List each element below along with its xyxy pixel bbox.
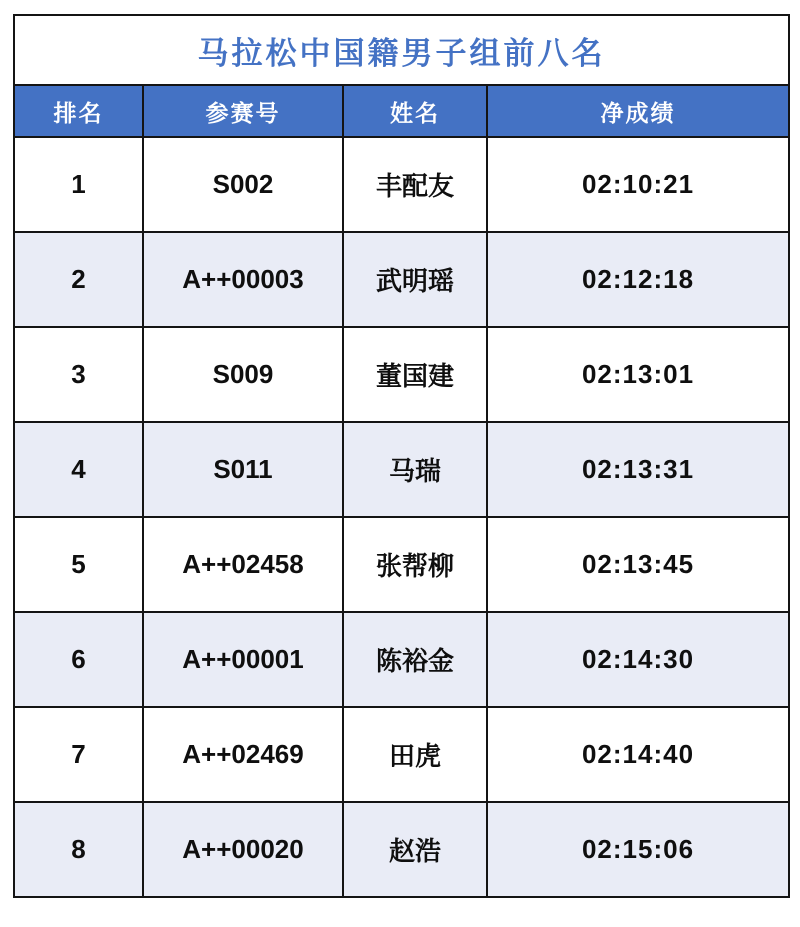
table-row — [14, 707, 789, 802]
cell-name: 丰配友 — [343, 137, 487, 232]
table-row — [14, 232, 789, 327]
table-row — [14, 137, 789, 232]
cell-name: 武明瑶 — [343, 232, 487, 327]
cell-net-time: 02:13:01 — [487, 327, 789, 422]
cell-name: 张帮柳 — [343, 517, 487, 612]
cell-bib: A++00020 — [143, 802, 343, 897]
cell-bib: S011 — [143, 422, 343, 517]
cell-net-time: 02:13:45 — [487, 517, 789, 612]
table-row — [14, 327, 789, 422]
cell-rank: 3 — [14, 327, 143, 422]
cell-name: 赵浩 — [343, 802, 487, 897]
cell-bib: A++02458 — [143, 517, 343, 612]
header-net-time: 净成绩 — [487, 85, 789, 137]
cell-rank: 6 — [14, 612, 143, 707]
header-row — [14, 85, 789, 137]
cell-bib: A++02469 — [143, 707, 343, 802]
cell-rank: 5 — [14, 517, 143, 612]
cell-net-time: 02:14:40 — [487, 707, 789, 802]
cell-bib: A++00003 — [143, 232, 343, 327]
cell-name: 马瑞 — [343, 422, 487, 517]
cell-net-time: 02:13:31 — [487, 422, 789, 517]
cell-bib: A++00001 — [143, 612, 343, 707]
cell-name: 董国建 — [343, 327, 487, 422]
cell-name: 田虎 — [343, 707, 487, 802]
cell-rank: 4 — [14, 422, 143, 517]
cell-rank: 7 — [14, 707, 143, 802]
cell-name: 陈裕金 — [343, 612, 487, 707]
table-row — [14, 802, 789, 897]
cell-net-time: 02:12:18 — [487, 232, 789, 327]
header-bib: 参赛号 — [143, 85, 343, 137]
cell-rank: 8 — [14, 802, 143, 897]
table-row — [14, 612, 789, 707]
cell-bib: S002 — [143, 137, 343, 232]
table-row — [14, 517, 789, 612]
table-row — [14, 422, 789, 517]
cell-bib: S009 — [143, 327, 343, 422]
cell-net-time: 02:10:21 — [487, 137, 789, 232]
table-title: 马拉松中国籍男子组前八名 — [14, 15, 789, 85]
cell-rank: 1 — [14, 137, 143, 232]
title-row — [14, 15, 789, 85]
cell-rank: 2 — [14, 232, 143, 327]
results-table — [13, 14, 790, 898]
header-rank: 排名 — [14, 85, 143, 137]
cell-net-time: 02:14:30 — [487, 612, 789, 707]
cell-net-time: 02:15:06 — [487, 802, 789, 897]
header-name: 姓名 — [343, 85, 487, 137]
